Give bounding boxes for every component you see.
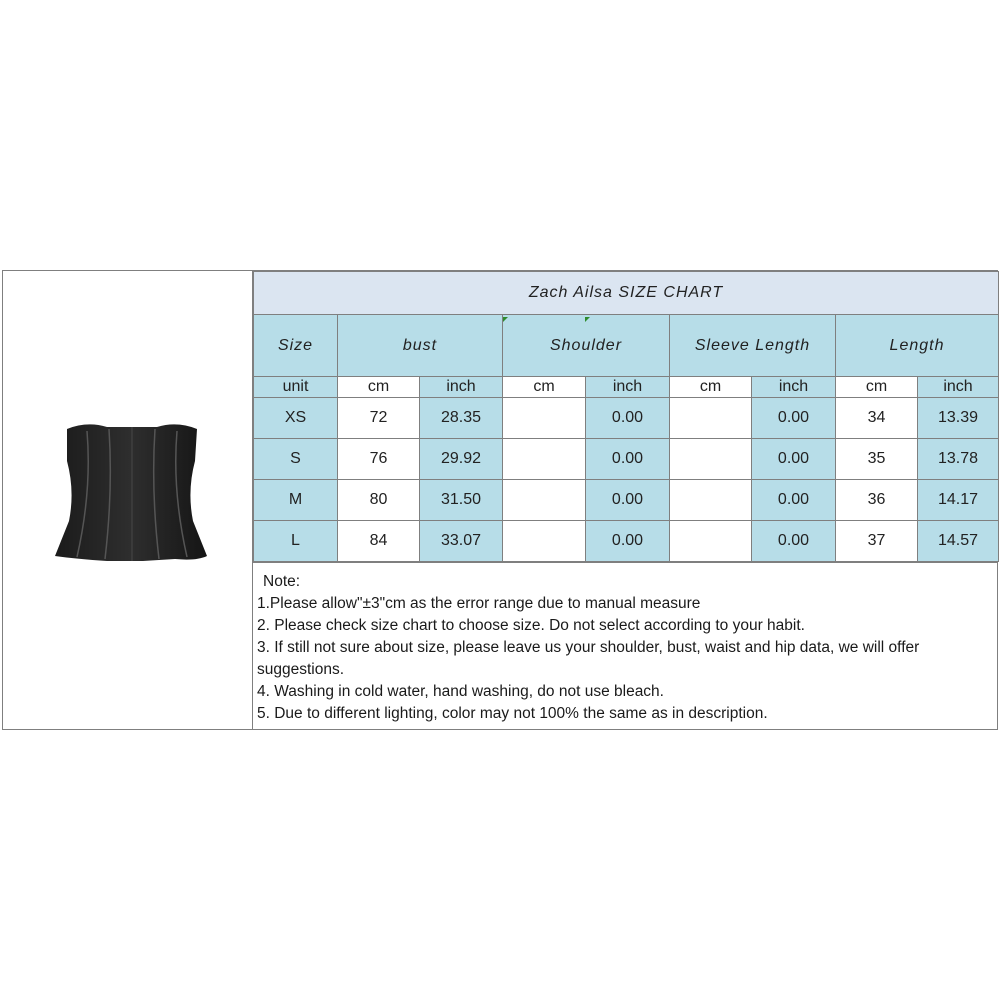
sleeve-inch-cell: 0.00 xyxy=(752,439,836,480)
header-length: Length xyxy=(836,315,999,377)
note-item: 5. Due to different lighting, color may not 100% the same as in description. xyxy=(257,705,768,722)
length-inch-cell: 13.39 xyxy=(918,398,999,439)
unit-label: unit xyxy=(254,377,338,398)
length-cm-cell: 37 xyxy=(836,521,918,562)
header-sleeve-length: Sleeve Length xyxy=(670,315,836,377)
bust-cm-cell: 72 xyxy=(338,398,420,439)
sleeve-cm-cell xyxy=(670,439,752,480)
shoulder-cm-cell xyxy=(503,398,586,439)
length-inch-cell: 13.78 xyxy=(918,439,999,480)
shoulder-cm-cell xyxy=(503,439,586,480)
cell-marker xyxy=(585,317,590,322)
bust-inch-cell: 33.07 xyxy=(420,521,503,562)
bust-cm-cell: 76 xyxy=(338,439,420,480)
unit-inch: inch xyxy=(420,377,503,398)
size-cell: M xyxy=(254,480,338,521)
bust-cm-cell: 84 xyxy=(338,521,420,562)
size-cell: L xyxy=(254,521,338,562)
note-item: 3. If still not sure about size, please leave us your shoulder, bust, waist and hip data, we will offer suggestions. xyxy=(257,639,924,678)
note-item: 1.Please allow"±3"cm as the error range due to manual measure xyxy=(257,595,701,612)
sleeve-inch-cell: 0.00 xyxy=(752,398,836,439)
unit-cm: cm xyxy=(338,377,420,398)
sleeve-cm-cell xyxy=(670,398,752,439)
product-image-cell xyxy=(3,271,253,729)
unit-cm: cm xyxy=(670,377,752,398)
length-cm-cell: 36 xyxy=(836,480,918,521)
sleeve-inch-cell: 0.00 xyxy=(752,480,836,521)
bust-inch-cell: 28.35 xyxy=(420,398,503,439)
corset-product-image xyxy=(47,421,217,701)
unit-cm: cm xyxy=(836,377,918,398)
table-row xyxy=(254,521,999,562)
bust-inch-cell: 31.50 xyxy=(420,480,503,521)
shoulder-inch-cell: 0.00 xyxy=(586,398,670,439)
shoulder-inch-cell: 0.00 xyxy=(586,521,670,562)
length-inch-cell: 14.57 xyxy=(918,521,999,562)
shoulder-cm-cell xyxy=(503,521,586,562)
shoulder-cm-cell xyxy=(503,480,586,521)
header-size: Size xyxy=(254,315,338,377)
size-cell: XS xyxy=(254,398,338,439)
unit-inch: inch xyxy=(586,377,670,398)
shoulder-inch-cell: 0.00 xyxy=(586,480,670,521)
sleeve-cm-cell xyxy=(670,480,752,521)
unit-cm: cm xyxy=(503,377,586,398)
sleeve-inch-cell: 0.00 xyxy=(752,521,836,562)
notes-section xyxy=(253,562,998,724)
note-item: 2. Please check size chart to choose size. Do not select according to your habit. xyxy=(257,617,805,634)
header-shoulder: Shoulder xyxy=(503,315,670,377)
size-chart-frame xyxy=(2,270,998,730)
note-item: 4. Washing in cold water, hand washing, do not use bleach. xyxy=(257,683,664,700)
length-cm-cell: 35 xyxy=(836,439,918,480)
size-cell: S xyxy=(254,439,338,480)
length-inch-cell: 14.17 xyxy=(918,480,999,521)
bust-cm-cell: 80 xyxy=(338,480,420,521)
cell-marker xyxy=(503,317,508,322)
unit-inch: inch xyxy=(918,377,999,398)
size-table xyxy=(253,271,999,562)
unit-inch: inch xyxy=(752,377,836,398)
table-row xyxy=(254,439,999,480)
shoulder-inch-cell: 0.00 xyxy=(586,439,670,480)
header-bust: bust xyxy=(338,315,503,377)
size-chart xyxy=(253,271,998,729)
bust-inch-cell: 29.92 xyxy=(420,439,503,480)
notes-title: Note: xyxy=(263,573,301,590)
chart-title: Zach Ailsa SIZE CHART xyxy=(254,272,999,315)
sleeve-cm-cell xyxy=(670,521,752,562)
length-cm-cell: 34 xyxy=(836,398,918,439)
table-row xyxy=(254,398,999,439)
table-row xyxy=(254,480,999,521)
